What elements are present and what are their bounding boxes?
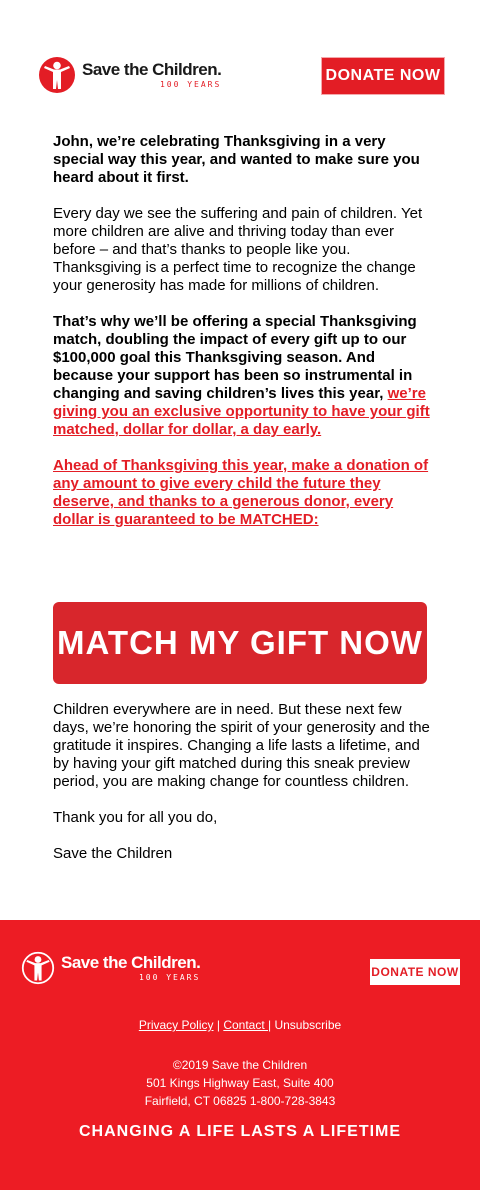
body-paragraph-2 [53,313,431,439]
privacy-policy-link[interactable]: Privacy Policy [138,1018,214,1032]
match-my-gift-button[interactable]: MATCH MY GIFT NOW [53,602,427,684]
signature: Save the Children [53,845,173,862]
footer-tagline: CHANGING A LIFE LASTS A LIFETIME [78,1123,402,1140]
footer-logo[interactable] [21,950,200,986]
child-figure-icon [38,56,76,94]
address-line-1: 501 Kings Highway East, Suite 400 [146,1076,334,1090]
logo-years: 100 YEARS [159,80,222,89]
thanks-line: Thank you for all you do, [53,809,218,826]
contact-link[interactable]: Contact [223,1018,269,1032]
link-separator: | [268,1018,275,1032]
email-footer [0,920,480,1190]
body-paragraph-3 [53,457,431,529]
email-header [0,0,480,120]
unsubscribe-link[interactable]: Unsubscribe [274,1018,342,1032]
exclusive-opportunity-link[interactable]: we’re giving you an exclusive opportunity to have your gift matched, dollar for dollar, a day early. [53,385,430,438]
footer-address [0,1056,480,1110]
copyright: ©2019 Save the Children [172,1058,308,1072]
intro-paragraph: John, we’re celebrating Thanksgiving in a very special way this year, and wanted to make sure you heard about it first. [53,133,420,186]
email-body [53,133,431,547]
header-logo[interactable] [38,56,221,94]
footer-logo-years: 100 YEARS [138,973,201,982]
email-body-continued [53,701,431,881]
footer-logo-name: Save the Children. [61,953,201,972]
logo-name: Save the Children. [82,60,222,79]
paragraph-2-text: That’s why we’ll be offering a special Thanksgiving match, doubling the impact of every gift up to our $100,000 goal this Thanksgiving season. And because your support has been so instrumental in changing and saving children’s lives this year, [53,313,417,402]
link-separator: | [213,1018,224,1032]
footer-donate-now-button[interactable]: DONATE NOW [370,959,460,985]
address-line-2: Fairfield, CT 06825 1-800-728-3843 [144,1094,336,1108]
donate-now-button[interactable]: DONATE NOW [321,57,445,95]
child-figure-icon [21,950,55,986]
donation-match-link[interactable]: Ahead of Thanksgiving this year, make a donation of any amount to give every child the future they deserve, and thanks to a generous donor, every dollar is guaranteed to be MATCHED: [53,457,429,528]
body-paragraph-1: Every day we see the suffering and pain of children. Yet more children are alive and thriving today than ever before – and that’s thanks to people like you. Thanksgiving is a perfect time to recognize the change your generosity has made for millions of children. [53,205,423,294]
footer-links [0,1018,480,1032]
body-paragraph-4: Children everywhere are in need. But these next few days, we’re honoring the spirit of your generosity and the gratitude it inspires. Changing a life lasts a lifetime, and by having your gift matched during this sneak preview period, you are making change for countless children. [53,701,430,790]
